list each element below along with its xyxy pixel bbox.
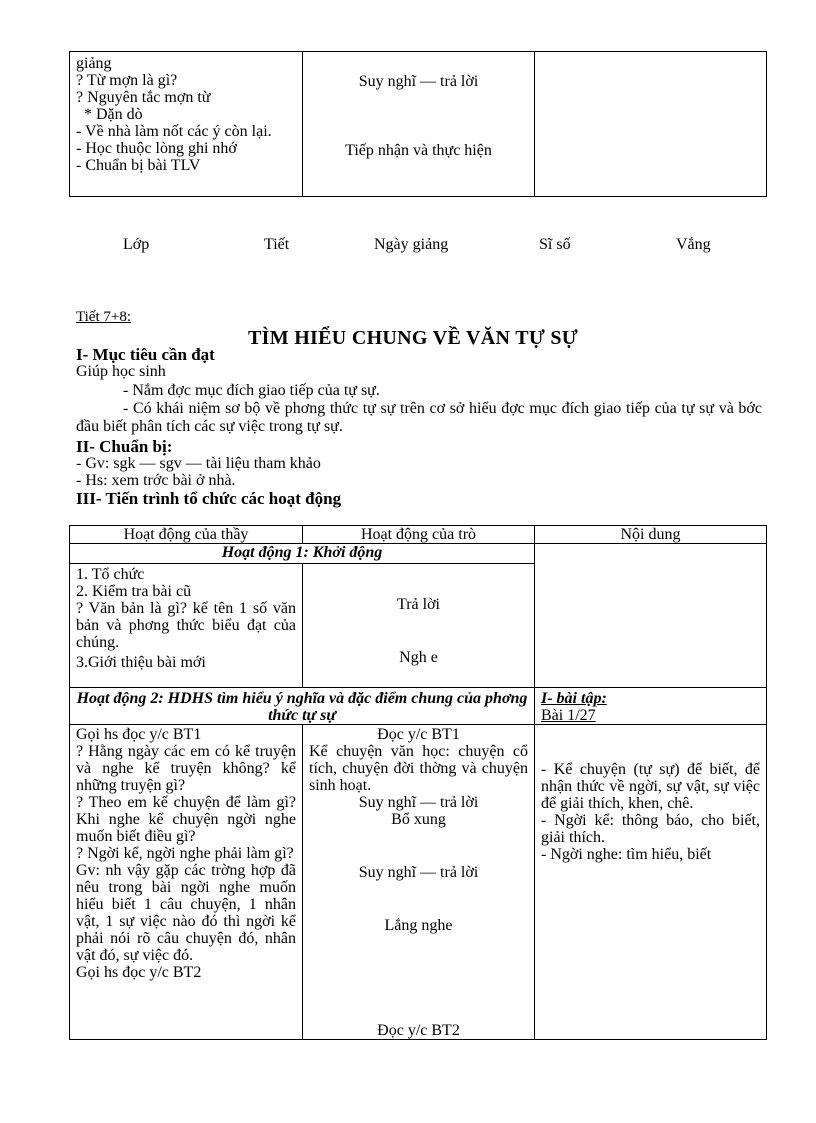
top-table: [69, 51, 767, 197]
info-vang: Vắng: [676, 236, 711, 253]
hd2-teacher-line: Gọi hs đọc y/c BT1: [76, 726, 202, 743]
hd1-student: [303, 564, 535, 688]
header-teacher: Hoạt động của thầy: [70, 526, 303, 544]
main-table: [69, 525, 767, 1040]
hd2-student-line: Bổ xung: [391, 811, 446, 828]
top-line: giảng: [76, 55, 112, 72]
section2-heading: II- Chuẩn bị:: [76, 437, 173, 456]
hd2-student-line: Kể chuyện văn học: chuyện cổ tích, chuyện đời thờng và chuyện sinh hoạt.: [309, 743, 528, 794]
info-lop: Lớp: [123, 236, 150, 253]
hd1-teacher-line: ? Văn bản là gì? kể tên 1 số văn bản và phơng thức biểu đạt của chúng.: [76, 600, 296, 651]
hd2-content-line: - Ngời kể: thông báo, cho biết, giải thích.: [541, 812, 760, 846]
section1-heading: I- Mục tiêu cần đạt: [76, 345, 215, 364]
section2-gv: - Gv: sgk — sgv — tài liệu tham khảo: [76, 455, 321, 472]
hd2-teacher-line: ? Hằng ngày các em có kể truyện và nghe kể truyện không? kể những truyện gì?: [76, 743, 296, 794]
hd1-content: [535, 544, 767, 688]
info-tiet: Tiết: [264, 236, 290, 253]
top-col3: [535, 52, 767, 197]
hd2-student-line: Đọc y/c BT1: [377, 726, 460, 743]
top-student-1: Suy nghĩ — trả lời: [358, 73, 479, 90]
hd1-teacher: [70, 564, 303, 688]
hd2-teacher-line: ? Ngời kể, ngời nghe phải làm gì?: [76, 845, 294, 862]
lesson-label: Tiết 7+8:: [76, 309, 132, 325]
section2-hs: - Hs: xem trớc bài ở nhà.: [76, 472, 236, 489]
info-ngay-giang: Ngày giảng: [374, 236, 449, 253]
top-col1: [70, 52, 303, 197]
hd2-content: [535, 725, 767, 1040]
top-line: * Dặn dò: [84, 106, 143, 123]
hd2-content-heading: I- bài tập:: [541, 690, 607, 707]
hd2-teacher-line: Gọi hs đọc y/c BT2: [76, 964, 202, 981]
hd2-title: Hoạt động 2: HDHS tìm hiểu ý nghĩa và đặc điểm chung của phơng thức tự sự: [70, 688, 535, 725]
top-line: - Chuẩn bị bài TLV: [76, 157, 201, 174]
hd1-teacher-line: 2. Kiểm tra bài cũ: [76, 583, 192, 600]
hd1-student-line: Ngh e: [399, 649, 438, 666]
hd2-student-line: Suy nghĩ — trả lời: [358, 794, 479, 811]
hd2-content-sub: Bài 1/27: [541, 707, 596, 724]
hd2-student-line: Suy nghĩ — trả lời: [358, 864, 479, 881]
top-line: - Về nhà làm nốt các ý còn lại.: [76, 123, 272, 140]
page-title: TÌM HIỂU CHUNG VỀ VĂN TỰ SỰ: [248, 327, 578, 349]
top-student-2: Tiếp nhận và thực hiện: [345, 142, 492, 159]
section3-heading: III- Tiến trình tổ chức các hoạt động: [76, 489, 342, 508]
info-si-so: Sĩ số: [539, 236, 571, 253]
hd2-student: [303, 725, 535, 1040]
hd2-teacher: [70, 725, 303, 1040]
hd2-teacher-line: Gv: nh vậy gặp các trờng hợp đã nêu trong bài ngời nghe muốn hiểu biết 1 câu chuyện, 1 nhân vật, 1 sự việc nào đó thì ngời kể phải nói rõ câu chuyện đó, nhân vật đó, sự việc đó.: [76, 862, 296, 964]
top-col2: [303, 52, 535, 197]
section1-intro: Giúp học sinh: [76, 363, 166, 380]
top-line: - Học thuộc lòng ghi nhớ: [76, 140, 237, 157]
header-content: Nội dung: [535, 526, 767, 544]
top-line: ? Nguyên tắc mợn từ: [76, 89, 211, 106]
section1-bullet2: - Có khái niệm sơ bộ về phơng thức tự sự trên cơ sở hiểu đợc mục đích giao tiếp của tự sự và bớc đầu biết phân tích các sự việc trong tự sự.: [76, 400, 762, 435]
hd2-content-line: - Ngời nghe: tìm hiểu, biết: [541, 846, 712, 863]
hd2-content-heading-cell: [535, 688, 767, 725]
hd1-title: Hoạt động 1: Khởi động: [70, 544, 535, 564]
hd2-content-line: - Kể chuyện (tự sự) để biết, để nhận thức về ngời, sự vật, sự việc để giải thích, khen, chê.: [541, 761, 760, 812]
hd2-student-line: Đọc y/c BT2: [377, 1022, 460, 1039]
section1-bullet1: - Nắm đợc mục đích giao tiếp của tự sự.: [123, 382, 380, 399]
top-line: ? Từ mợn là gì?: [76, 72, 178, 89]
hd1-teacher-line: 1. Tổ chức: [76, 566, 145, 583]
hd2-teacher-line: ? Theo em kể chuyện để làm gì? Khi nghe kể chuyện ngời nghe muốn biết điều gì?: [76, 794, 296, 845]
hd1-student-line: Trả lời: [397, 596, 440, 613]
hd2-student-line: Lắng nghe: [384, 917, 453, 934]
header-student: Hoạt động của trò: [303, 526, 535, 544]
hd1-teacher-line: 3.Giới thiệu bài mới: [76, 654, 206, 671]
